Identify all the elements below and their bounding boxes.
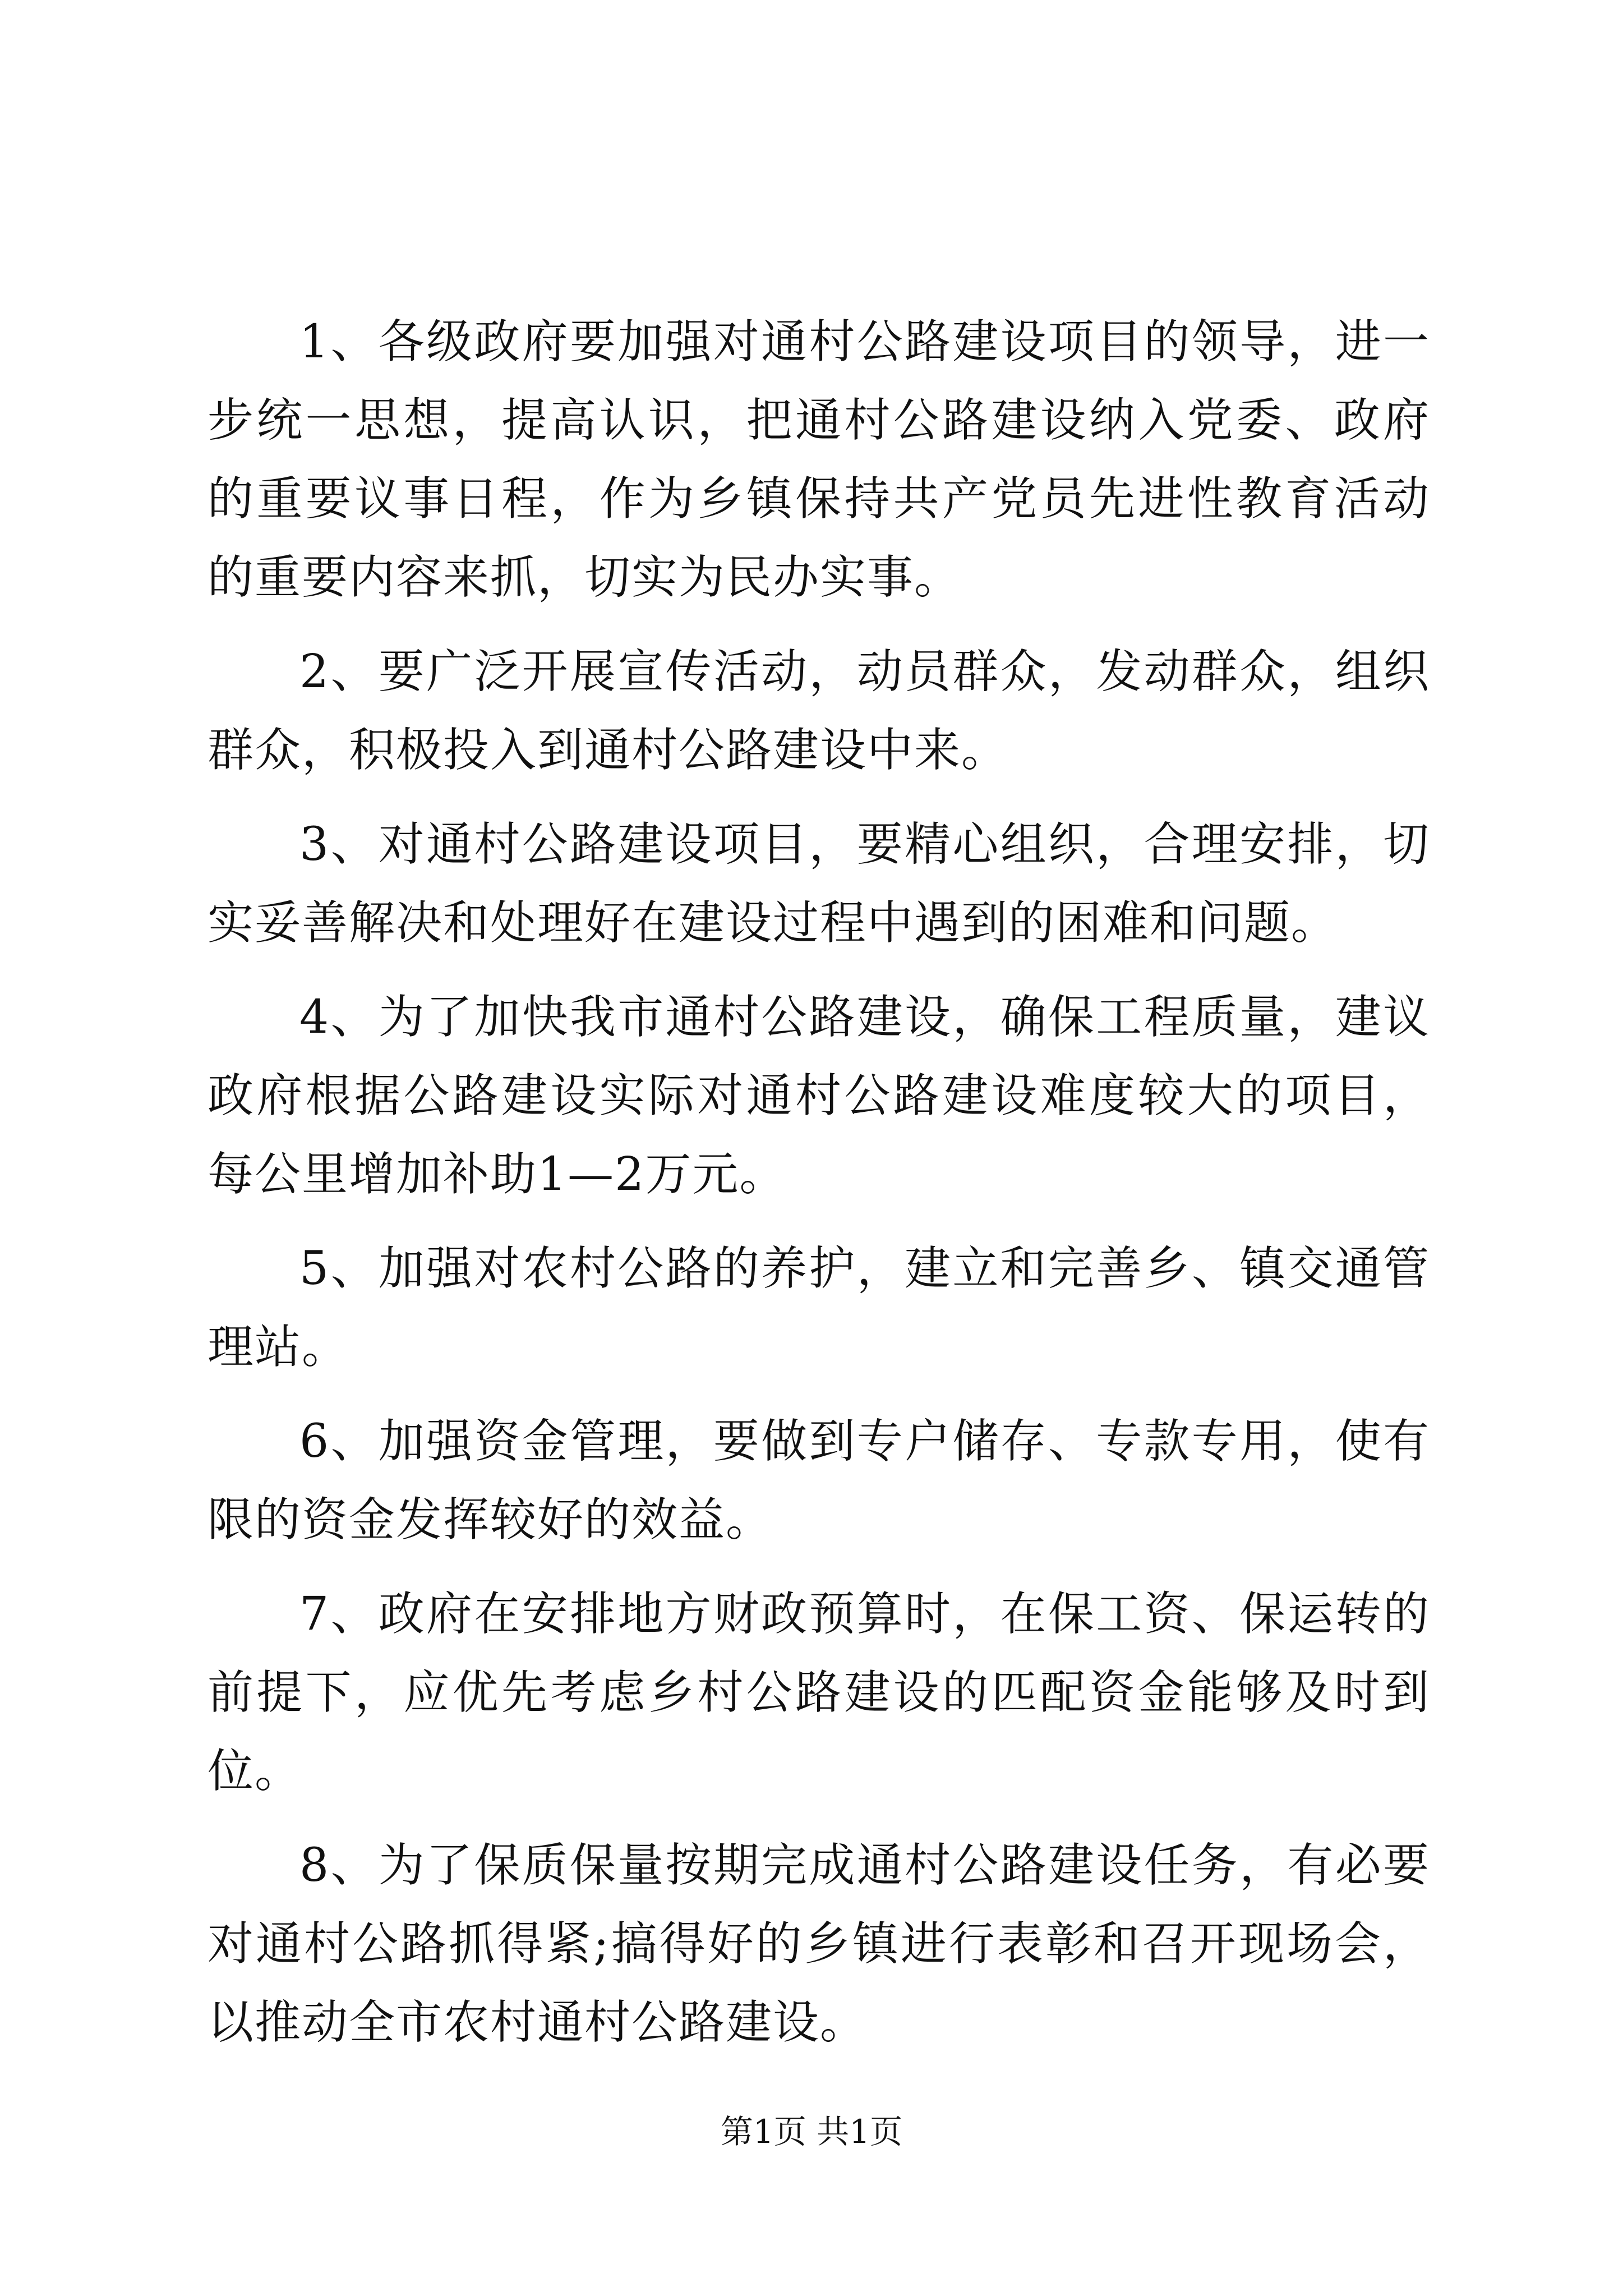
paragraph-1: 1、各级政府要加强对通村公路建设项目的领导，进一步统一思想，提高认识，把通村公路建设纳入党委、政府的重要议事日程，作为乡镇保持共产党员先进性教育活动的重要内容来抓，切实为民办实事。 [208, 315, 1430, 604]
paragraph-5: 5、加强对农村公路的养护，建立和完善乡、镇交通管理站。 [208, 1242, 1430, 1374]
paragraph-7: 7、政府在安排地方财政预算时，在保工资、保运转的前提下，应优先考虑乡村公路建设的匹配资金能够及时到位。 [208, 1588, 1430, 1798]
document-body [208, 303, 1430, 2078]
paragraph-6: 6、加强资金管理，要做到专户储存、专款专用，使有限的资金发挥较好的效益。 [208, 1415, 1430, 1547]
paragraph-8: 8、为了保质保量按期完成通村公路建设任务，有必要对通村公路抓得紧;搞得好的乡镇进行表彰和召开现场会，以推动全市农村通村公路建设。 [208, 1839, 1430, 2049]
paragraph-2: 2、要广泛开展宣传活动，动员群众，发动群众，组织群众，积极投入到通村公路建设中来。 [208, 645, 1430, 777]
page-footer: 第1页 共1页 [720, 2113, 903, 2151]
paragraph-4: 4、为了加快我市通村公路建设，确保工程质量，建议政府根据公路建设实际对通村公路建设难度较大的项目，每公里增加补助1—2万元。 [208, 991, 1430, 1201]
paragraph-3: 3、对通村公路建设项目，要精心组织，合理安排，切实妥善解决和处理好在建设过程中遇到的困难和问题。 [208, 818, 1430, 950]
